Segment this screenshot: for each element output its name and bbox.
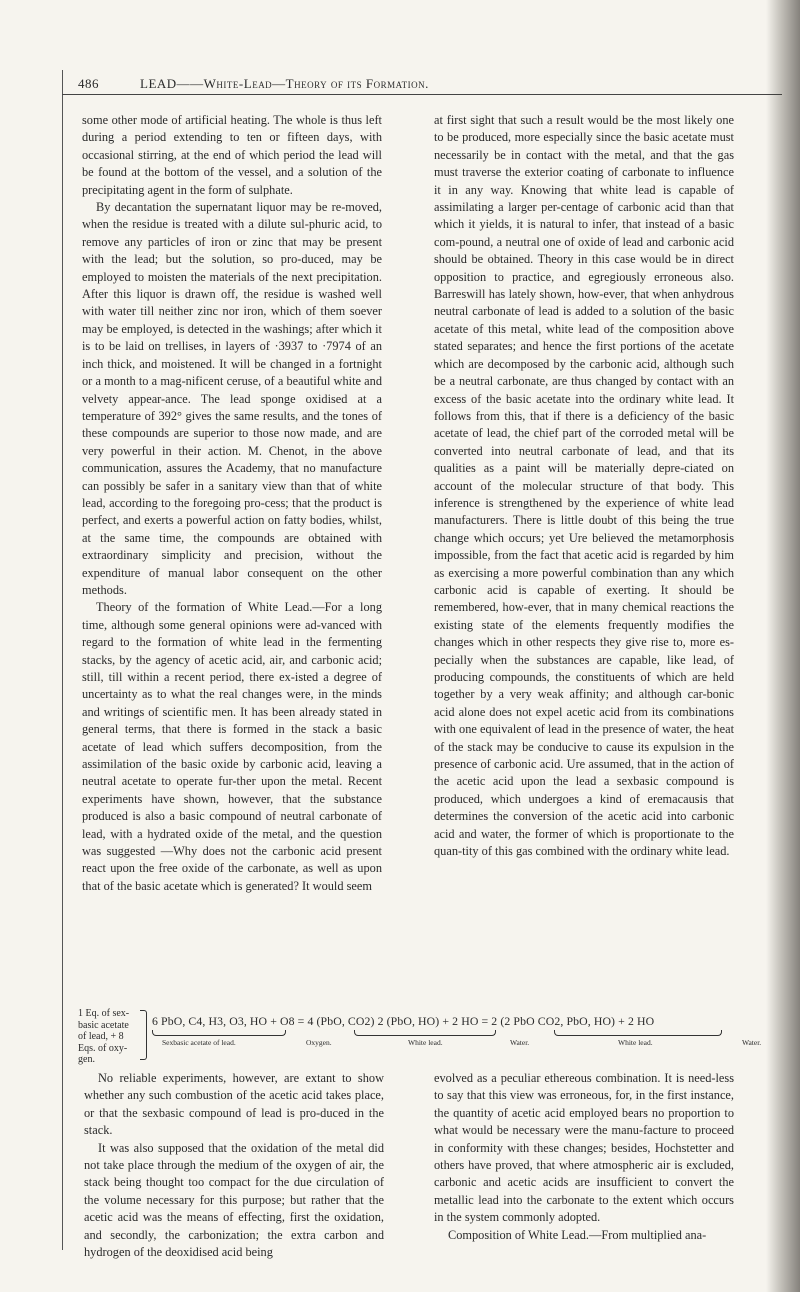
left-margin-rule (62, 70, 63, 1250)
left-column-bottom (84, 1070, 384, 1261)
equation-brace (140, 1010, 147, 1060)
equation-caption: White lead. (408, 1038, 443, 1047)
header-rule (62, 94, 782, 95)
page-header (78, 74, 778, 94)
equation-formula: 6 PbO, C4, H3, O3, HO + O8 = 4 (PbO, CO2) 2 (PbO, HO) + 2 HO = 2 (2 PbO CO2, PbO, HO) + 2 HO (152, 1014, 655, 1028)
paragraph: some other mode of artificial heating. The whole is thus left during a period extending to ten or fifteen days, with occasional stirring, at the end of which period the lead will be found at the bottom of the vessel, and a solution of the precipitating agent in the form of sulphate. (82, 113, 382, 197)
paragraph: Theory of the formation of White Lead.—For a long time, although some general opinions were ad-vanced with regard to the formation of white lead in the fermenting stacks, by the agency of acetic acid, air, and carbonic acid; still, till within a recent period, there ex-isted a degree of uncertainty as to what the real changes were, in the minds and writings of scientific men. It has been already stated in general terms, that there is formed in the stack a basic acetate of lead which suffers decomposition, from the assimilation of the basic oxide by carbonic acid, leaving a neutral acetate to operate fur-ther upon the metal. Recent experiments have shown, however, that the substance produced is also a basic compound of neutral carbonate of lead, with a hydrated oxide of the metal, and the question was suggested —Why does not the carbonic acid present react upon the free oxide of the carbonate, as well as upon that of the basic acetate which is generated? It would seem (82, 600, 382, 893)
equation-underbrace (354, 1030, 496, 1036)
paragraph: It was also supposed that the oxidation of the metal did not take place through the medium of the oxygen of air, the stack being thought too compact for the due circulation of the volume necessary for this purpose; but rather that the acetic acid was the means of effecting, first the oxidation, and secondly, the carbonization; the extra carbon and hydrogen of the deoxidised acid being (84, 1140, 384, 1260)
paragraph: evolved as a peculiar ethereous combination. It is need-less to say that this view was erroneous, for, in the first instance, the quantity of acetic acid employed bears no proportion to what would be necessary were the manu-facture to proceed in conformity with these changes; besides, Hochstetter and others have proved, that where atmospheric air is excluded, carbonic and acetic acids are insufficient to convert the metallic lead into the carbonate to the extent which occurs in the system commonly adopted. (434, 1071, 734, 1225)
equation-caption: Sexbasic acetate of lead. (162, 1038, 236, 1047)
equation-caption: White lead. (618, 1038, 653, 1047)
equation-label: 1 Eq. of sex-basic acetate of lead, + 8 Eqs. of oxy-gen. (78, 1008, 130, 1065)
equation-underbrace (554, 1030, 722, 1036)
page-number: 486 (78, 76, 99, 91)
paragraph: at first sight that such a result would be the most likely one to be produced, more especially since the basic acetate must necessarily be in contact with the metal, and that the gas must traverse the exterior coating of carbonate to influence it in any way. Knowing that white lead is capable of assimilating a larger per-centage of carbonic acid than that which it yields, it is natural to infer, that instead of a basic com-pound, a neutral one of oxide of lead and carbonic acid should be obtained. Theory in this case would be in direct opposition to practice, and egregiously erroneous also. Barreswill has lately shown, how-ever, that when anhydrous neutral carbonate of lead is added to a solution of the basic acetate of this metal, white lead of the composition above stated separates; and hence the first portions of the acetate which are decomposed by the carbonic acid, although such be a neutral carbonate, are thus changed by contact with an excess of the basic acetate into the ordinary white lead. It follows from this, that if there is a deficiency of the basic acetate of lead, the chief part of the corroded metal will be converted into neutral carbonate of lead, and that its qualities as a paint will be materially depre-ciated on account of the molecular structure of that body. This inference is strengthened by the experience of white lead manufacturers. There is little doubt of this being the true change which occurs; yet Ure believed the metamorphosis impossible, from the fact that acetic acid is regarded by him as exercising a more powerful combination than any which carbonic acid is capable of exerting. It should be remembered, how-ever, that in many chemical reactions the existing state of the elements frequently modifies the changes which in other respects they give rise to, more es-pecially when the substances are capable, like lead, of producing compounds, the constituents of which are held together by a very weak affinity; and although car-bonic acid alone does not expel acetic acid from its combinations with one equivalent of lead in the presence of water, the heat of the stack may be conducive to cause its expulsion in the presence of carbonic acid. Ure assumed, that in the action of the acetic acid upon the lead a sexbasic compound is produced, which undergoes a kind of eremacausis that determines the conversion of the acetic acid into carbonic acid and water, the former of which is proportionate to the quan-tity of this gas combined with the ordinary white lead. (434, 113, 734, 859)
right-column-top (434, 112, 734, 860)
paragraph: No reliable experiments, however, are extant to show whether any such combustion of the acetic acid takes place, or that the sexbasic compound of lead is pro-duced in the stack. (84, 1071, 384, 1138)
equation-underbrace (152, 1030, 286, 1036)
paragraph: By decantation the supernatant liquor may be re-moved, when the residue is treated with a dilute sul-phuric acid, to remove any particles of iron or zinc that may be present with the lead; but the solution, so pro-duced, may be employed to moisten the materials of the next precipitation. After this liquor is drawn off, the residue is washed well with water till neither zinc nor iron, which of them soever may be employed, is detected in the washings; after which it is to be laid on trellises, in layers of ·3937 to ·7974 of an inch thick, and moistened. It will be changed in a fortnight or a month to a mag-nificent ceruse, of a beautiful white and velvety appear-ance. The lead sponge oxidised at a temperature of 392° gives the same results, and the tones of these compounds are superior to those now made, and are very powerful in their action. M. Chenot, in the above communication, assures the Academy, that no manufacture can possibly be safer in a sanitary view than that of white lead, according to the foregoing pro-cess; that the product is perfect, and exerts a powerful action on fatty bodies, whilst, at the same time, the compounds are obtained with extraordinary simplicity and precision, without the expenditure of manual labor consequent on the other methods. (82, 200, 382, 597)
equation-caption: Water. (742, 1038, 762, 1047)
chemical-equation (78, 1008, 798, 1064)
equation-caption: Oxygen. (306, 1038, 332, 1047)
left-column-top (82, 112, 382, 895)
page-edge-shadow (766, 0, 800, 1292)
right-column-bottom (434, 1070, 734, 1244)
equation-caption: Water. (510, 1038, 530, 1047)
running-head: LEAD——White-Lead—Theory of its Formation. (140, 76, 429, 91)
paragraph: Composition of White Lead.—From multiplied ana- (448, 1227, 707, 1242)
